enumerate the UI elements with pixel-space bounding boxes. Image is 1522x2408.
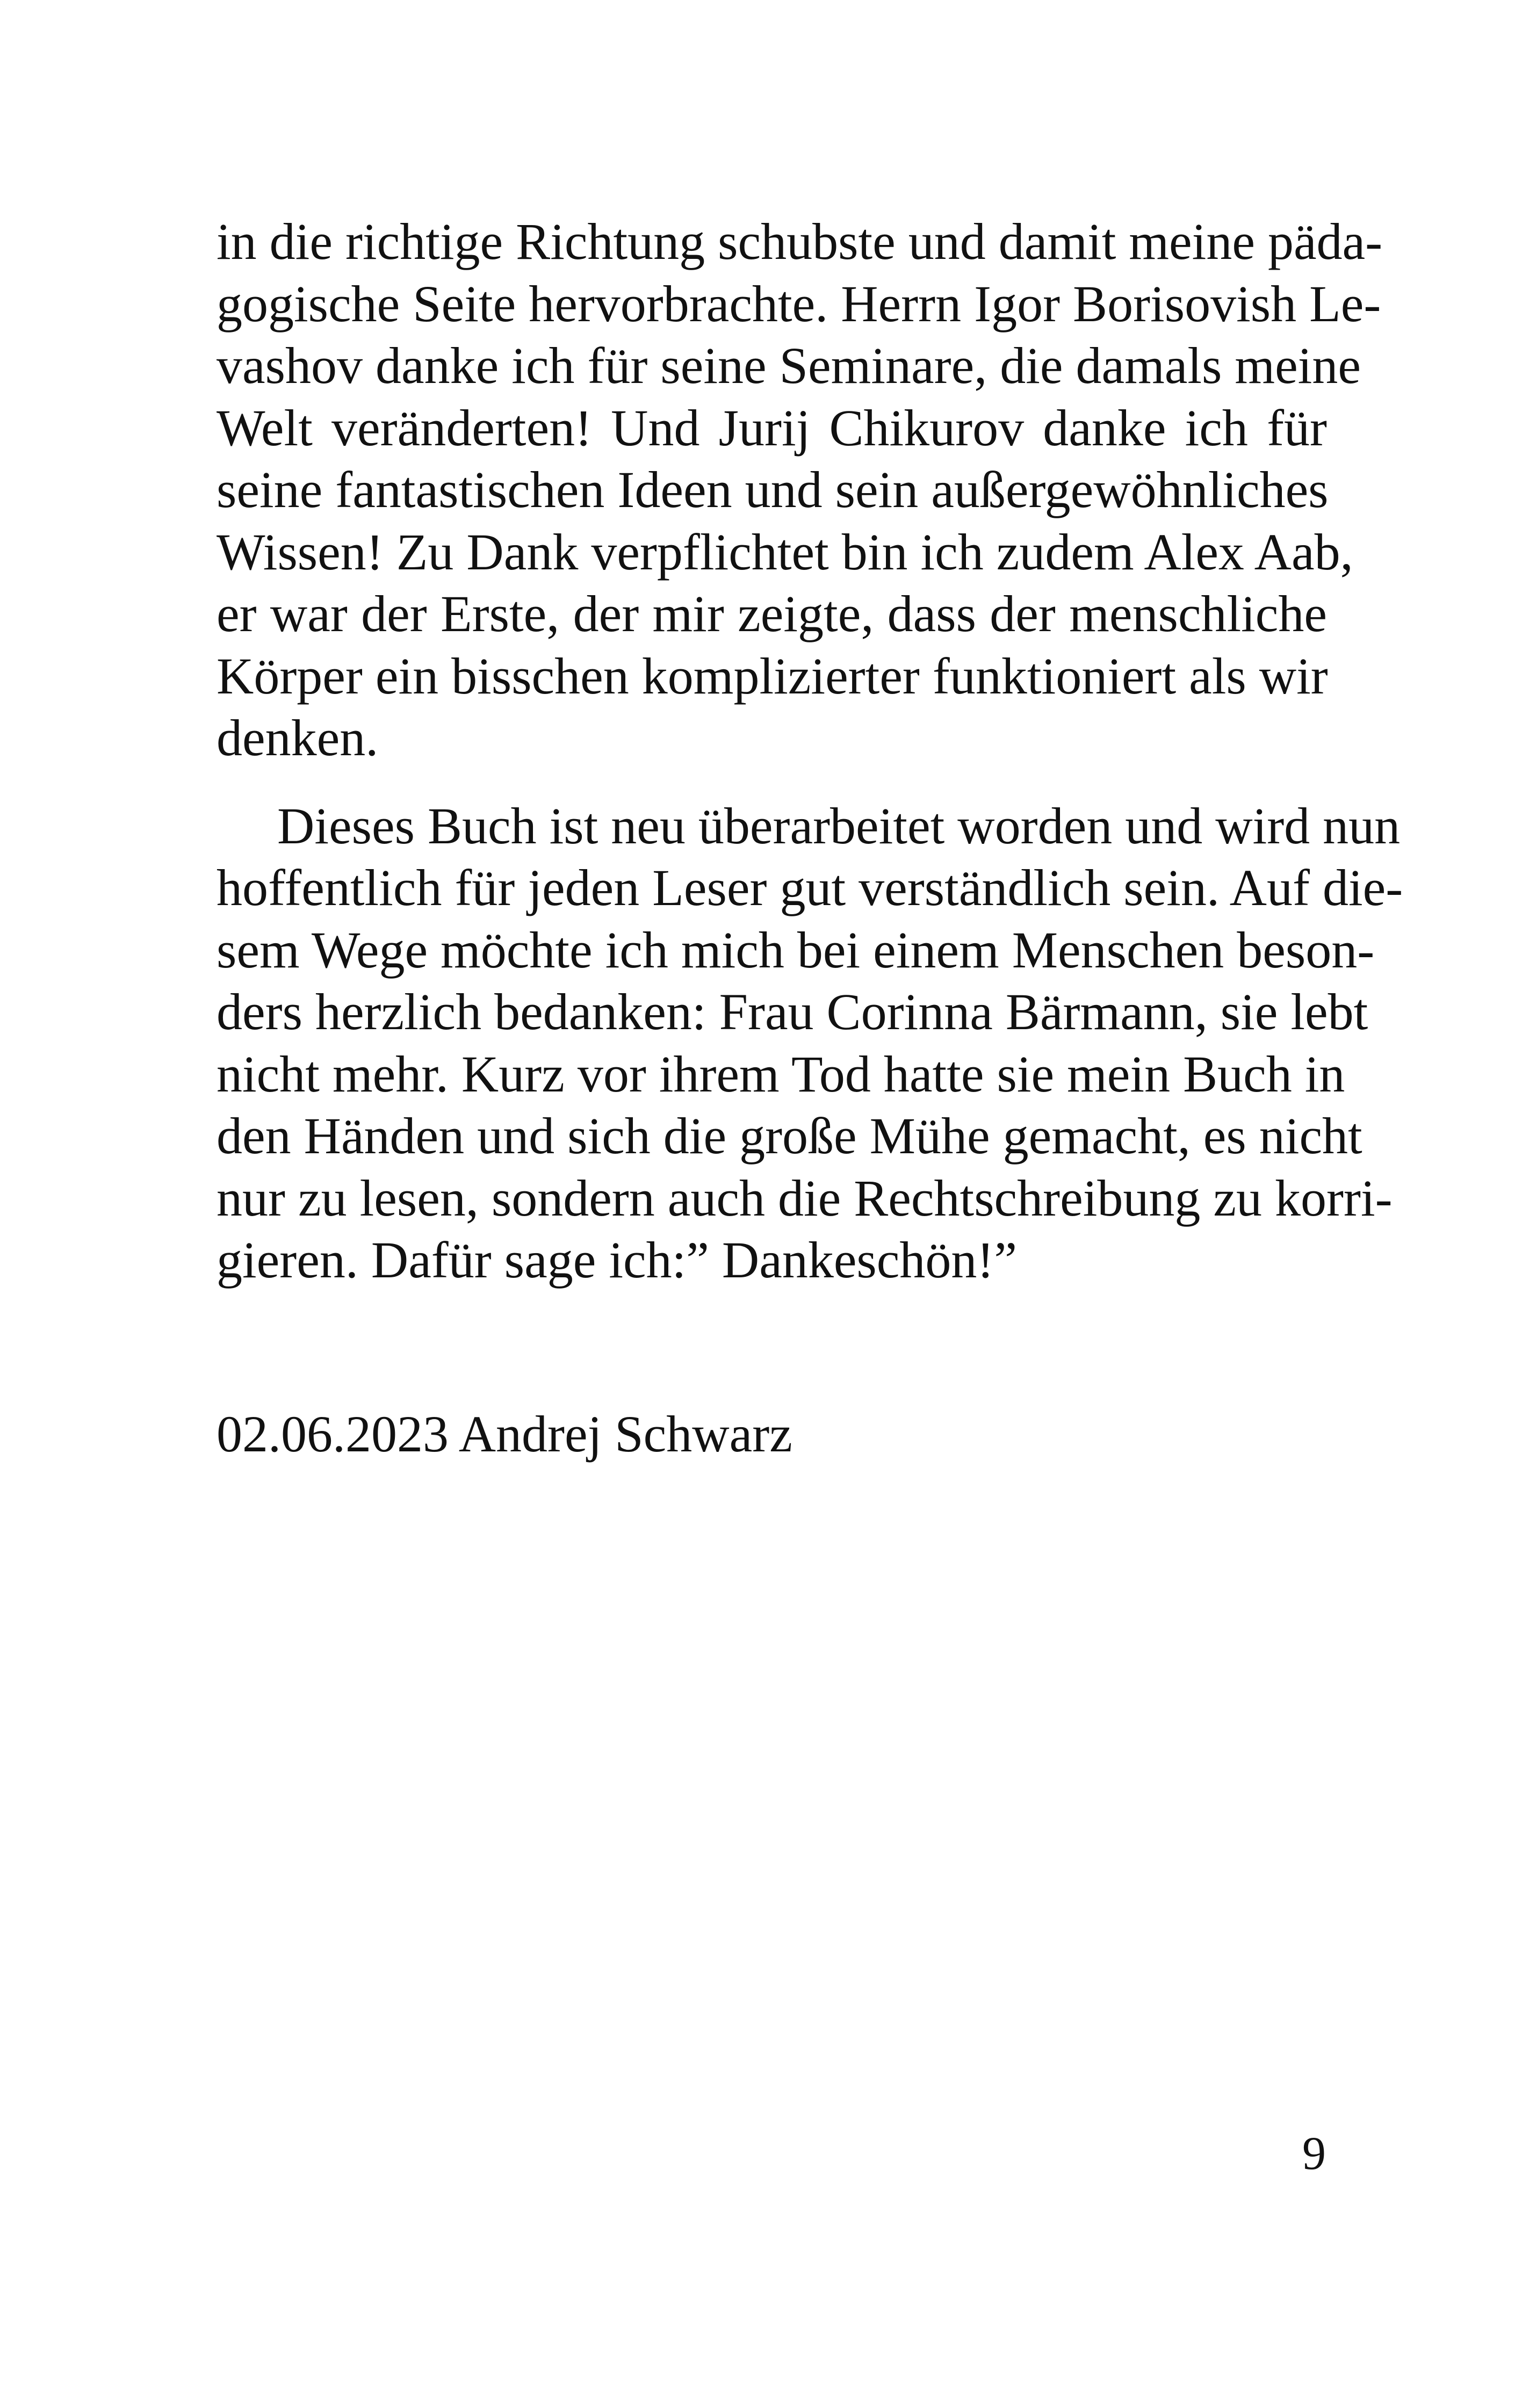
- paragraph-1-line-5: seine fantastischen Ideen und sein außergewöhnliches: [217, 461, 1329, 518]
- paragraph-1-line-8: Körper ein bisschen komplizierter funktioniert als wir: [217, 647, 1328, 705]
- paragraph-2-line-3: sem Wege möchte ich mich bei einem Menschen beson-: [217, 921, 1375, 979]
- paragraph-1-line-4: Welt veränderten! Und Jurij Chikurov danke ich für: [217, 399, 1327, 457]
- paragraph-2-line-8: gieren. Dafür sage ich:” Dankeschön!”: [217, 1231, 1017, 1289]
- paragraph-2-line-1: Dieses Buch ist neu überarbeitet worden und wird nun: [277, 797, 1401, 855]
- paragraph-2-line-6: den Händen und sich die große Mühe gemacht, es nicht: [217, 1107, 1362, 1165]
- page-number: 9: [1302, 2128, 1326, 2180]
- paragraph-1-line-3: vashov danke ich für seine Seminare, die damals meine: [217, 337, 1361, 394]
- paragraph-2-line-7: nur zu lesen, sondern auch die Rechtschreibung zu korri-: [217, 1169, 1393, 1227]
- paragraph-1-line-6: Wissen! Zu Dank verpflichtet bin ich zudem Alex Aab,: [217, 523, 1353, 581]
- paragraph-1-line-2: gogische Seite hervorbrachte. Herrn Igor Borisovish Le-: [217, 274, 1381, 332]
- paragraph-2-line-2: hoffentlich für jeden Leser gut verständlich sein. Auf die-: [217, 859, 1403, 916]
- body-text: [217, 211, 1403, 1291]
- paragraph-2-line-4: ders herzlich bedanken: Frau Corinna Bärmann, sie lebt: [217, 983, 1368, 1040]
- paragraph-1-line-1: in die richtige Richtung schubste und damit meine päda-: [217, 213, 1383, 270]
- paragraph-2-line-5: nicht mehr. Kurz vor ihrem Tod hatte sie mein Buch in: [217, 1045, 1345, 1103]
- paragraph-1-line-7: er war der Erste, der mir zeigte, dass der menschliche: [217, 585, 1327, 642]
- paragraph-1-line-9: denken.: [217, 709, 379, 766]
- date-signature: 02.06.2023 Andrej Schwarz: [217, 1405, 792, 1463]
- paragraph-spacer: [217, 769, 1327, 795]
